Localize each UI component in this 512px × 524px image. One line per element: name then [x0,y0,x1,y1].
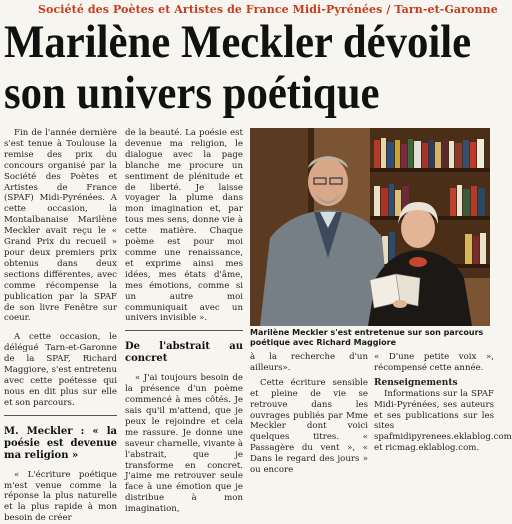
section-kicker: Société des Poètes et Artistes de France Midi-Pyrénées / Tarn-et-Garonne [38,3,498,16]
paragraph: Fin de l'année dernière s'est tenue à Toulouse la remise des prix du concours organisé par la Société des Poètes et Artistes de France (SPAF) Midi-Pyrénées. A cette occasion, la Montalbanaise Marilène Meckler avait reçu le « Grand Prix du recueil » pour deux premiers prix obtenus dans deux sections différentes, avec comme récompense la publication par la SPAF de son livre Fenêtre sur coeur. [4,128,117,324]
column-divider [125,330,243,331]
headline-line-1: Marilène Meckler dévoile [4,16,472,68]
column-divider [4,415,117,416]
headline-line-2: son univers poétique [4,67,380,119]
subheading-religion: M. Meckler : « la poésie est devenue ma religion » [4,425,117,461]
paragraph: Cette écriture sensible et pleine de vie se retrouve dans les ouvrages publiés par Mme Meckler dont voici quelques titres. « Passagère du vent », « Dans le regard des jours » ou encore [250,377,368,476]
paragraph: Informations sur la SPAF Midi-Pyrénées, ses auteurs et ses publications sur les sites spafmidipyrenees.eklablog.com et ricmag.eklablog.com. [374,388,512,454]
article-column-3 [250,352,368,476]
article-column-2 [125,128,243,515]
article-column-1 [4,128,117,524]
info-heading: Renseignements [374,377,458,388]
article-photo [250,128,490,326]
paragraph: « D'une petite voix », récompensé cette année. [374,352,494,373]
paragraph: de la beauté. La poésie est devenue ma religion, le dialogue avec la page blanche me procure un sentiment de plénitude et de liberté. Je laisse voyager la plume dans mon imagination et, par tous mes sens, donne vie à cette matière. Chaque poème est pour moi comme une renaissance, et exprime ainsi mes idées, mes états d'âme, mes émotions, comme si un autre moi communiquait avec un univers invisible ». [125,128,243,324]
photo-illustration [250,128,490,326]
paragraph: « L'écriture poétique m'est venue comme la réponse la plus naturelle et la plus rapide à mon besoin de créer [4,469,117,524]
paragraph: « J'ai toujours besoin de la présence d'un poème commencé à mes côtés. Je sais qu'il m'attend, que je peux le rejoindre et cela me rassure. Je donne une saveur charnelle, vivante à l'abstrait, que je transforme en concret. J'aime me retrouver seule face à une émotion que je distribue à mon imagination, [125,373,243,515]
article-column-4 [374,352,512,454]
photo-caption: Marilène Meckler s'est entretenue sur son parcours poétique avec Richard Maggiore [250,328,484,347]
subheading-abstrait: De l'abstrait au concret [125,341,243,365]
paragraph: à la recherche d'un ailleurs». [250,352,368,373]
paragraph: A cette occasion, le délégué Tarn-et-Garonne de la SPAF, Richard Maggiore, s'est entretenu avec cette poétesse qui nous en dit plus sur elle et son parcours. [4,332,117,408]
